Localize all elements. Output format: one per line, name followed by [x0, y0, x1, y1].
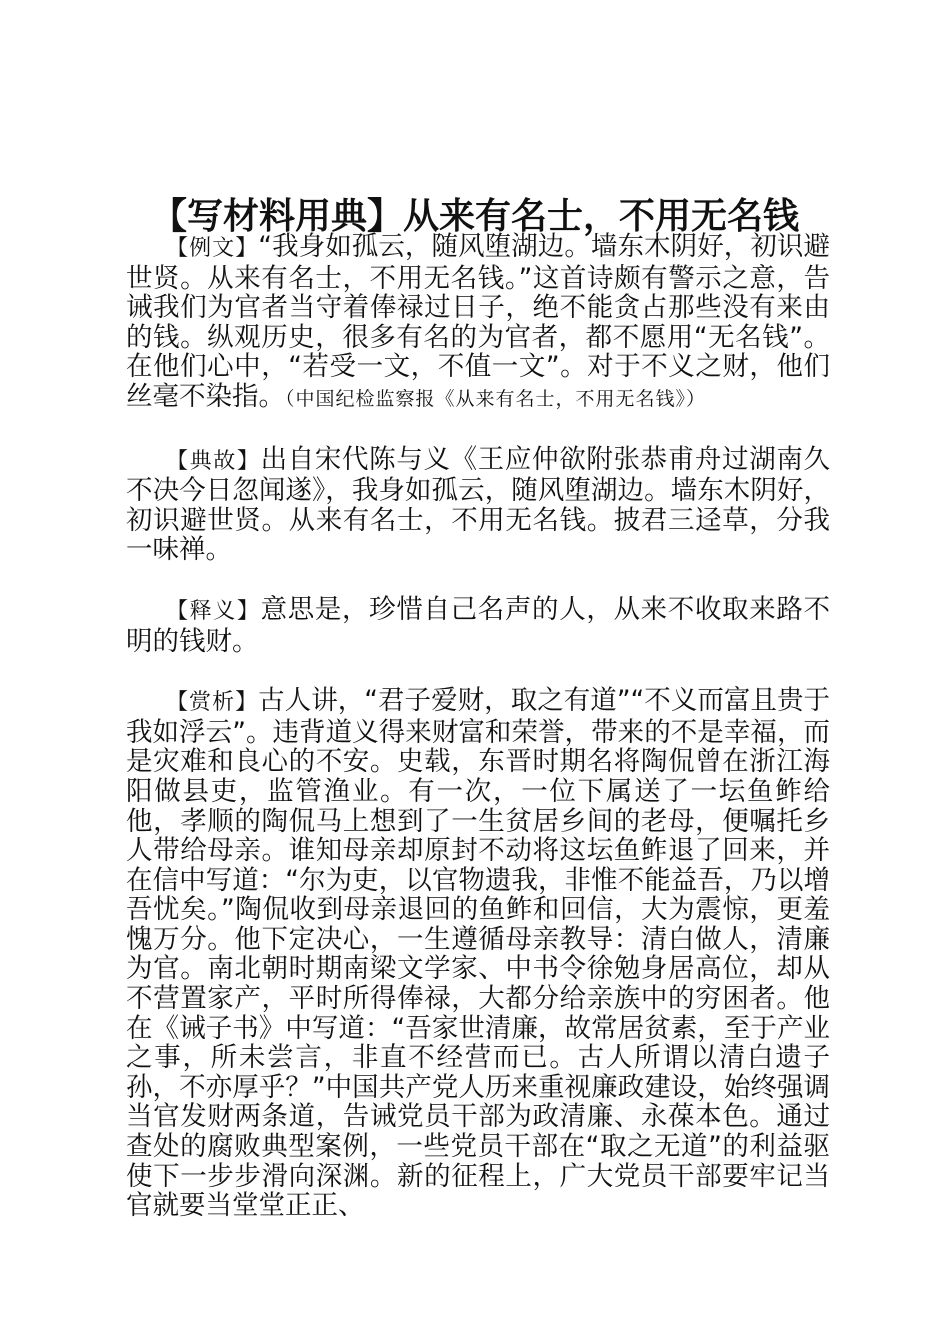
example-text: “我身如孤云，随风堕湖边。墙东木阴好，初识避世贤。从来有名士，不用无名钱。”这首诗颇有警示之意，告诫我们为官者当守着俸禄过日子，绝不能贪占那些没有来由的钱。纵观历史，很多有名的为官者，都不愿用“无名钱”。在他们心中，“若受一文，不值一文”。对于不义之财，他们丝毫不染指。: [126, 231, 830, 412]
allusion-label: 【典故】: [166, 448, 261, 474]
example-source: （中国纪检监察报《从来有名士，不用无名钱》）: [285, 387, 707, 410]
appreciation-label: 【赏析】: [166, 690, 259, 716]
meaning-text: 意思是，珍惜自己名声的人，从来不收取来路不明的钱财。: [126, 593, 830, 657]
document-title: 【写材料用典】从来有名士，不用无名钱: [150, 195, 799, 238]
document-body: [126, 232, 830, 1221]
appreciation-text: 古人讲，“君子爱财，取之有道”“不义而富且贵于我如浮云”。违背道义得来财富和荣誉，带来的不是幸福，而是灾难和良心的不安。史载，东晋时期名将陶侃曾在浙江海阳做县吏，监管渔业。有一次，一位下属送了一坛鱼鲊给他，孝顺的陶侃马上想到了一生贫居乡间的老母，便嘱托乡人带给母亲。谁知母亲却原封不动将这坛鱼鲊退了回来，并在信中写道：“尔为吏，以官物遗我，非惟不能益吾，乃以增吾忧矣。”陶侃收到母亲退回的鱼鲊和回信，大为震惊，更羞愧万分。他下定决心，一生遵循母亲教导：清白做人，清廉为官。南北朝时期南梁文学家、中书令徐勉身居高位，却从不营置家产，平时所得俸禄，大都分给亲族中的穷困者。他在《诫子书》中写道：“吾家世清廉，故常居贫素，至于产业之事，所未尝言，非直不经营而已。古人所谓以清白遗子孙，不亦厚乎？”中国共产党人历来重视廉政建设，始终强调当官发财两条道，告诫党员干部为政清廉、永葆本色。通过查处的腐败典型案例，一些党员干部在“取之无道”的利益驱使下一步步滑向深渊。新的征程上，广大党员干部要牢记当官就要当堂堂正正、: [126, 685, 830, 1222]
meaning-label: 【释义】: [166, 598, 261, 624]
allusion-paragraph: [126, 445, 830, 565]
example-paragraph: [126, 232, 830, 415]
meaning-paragraph: [126, 595, 830, 656]
example-label: 【例文】: [166, 236, 259, 261]
appreciation-paragraph: [126, 686, 830, 1221]
allusion-text: 出自宋代陈与义《王应仲欲附张恭甫舟过湖南久不决今日忽闻遂》，我身如孤云，随风堕湖边。墙东木阴好，初识避世贤。从来有名士，不用无名钱。披君三迳草，分我一味禅。: [126, 443, 830, 566]
